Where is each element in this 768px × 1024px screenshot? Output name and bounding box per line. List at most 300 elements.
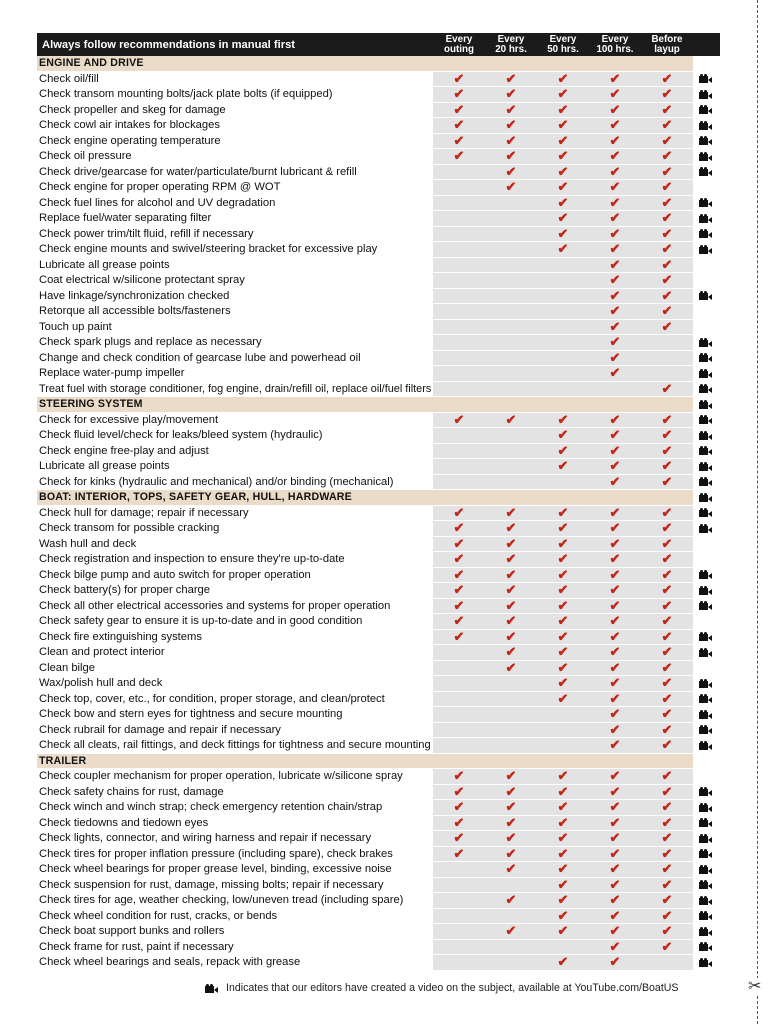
video-cell <box>693 676 720 692</box>
video-camera-icon <box>699 90 712 99</box>
task-cell <box>37 567 433 583</box>
task-label: Check bow and stern eyes for tightness and secure mounting <box>39 708 343 721</box>
video-camera-icon <box>699 198 712 207</box>
empty-cell <box>433 226 485 242</box>
scissors-icon: ✂ <box>748 978 762 995</box>
task-label: Check oil pressure <box>39 150 132 163</box>
check-mark: ✔ <box>589 722 641 738</box>
video-cell <box>693 769 720 785</box>
video-camera-icon <box>699 787 712 796</box>
task-label: Check oil/fill <box>39 72 99 85</box>
video-cell <box>693 304 720 320</box>
check-mark: ✔ <box>641 195 693 211</box>
check-mark: ✔ <box>589 629 641 645</box>
task-label: Check top, cover, etc., for condition, proper storage, and clean/protect <box>39 692 385 705</box>
video-camera-icon <box>699 415 712 424</box>
check-mark: ✔ <box>537 164 589 180</box>
empty-cell <box>537 319 589 335</box>
check-mark: ✔ <box>641 691 693 707</box>
empty-cell <box>641 335 693 351</box>
check-mark: ✔ <box>433 71 485 87</box>
task-cell <box>37 87 433 103</box>
table-row <box>37 242 720 258</box>
task-label: Treat fuel with storage conditioner, fog engine, drain/refill oil, replace oil/fuel filters <box>39 382 432 395</box>
empty-cell <box>485 304 537 320</box>
task-label: Check fuel lines for alcohol and UV degradation <box>39 196 276 209</box>
check-mark: ✔ <box>537 862 589 878</box>
task-cell <box>37 257 433 273</box>
column-header-every-outing: Every outing <box>433 33 485 56</box>
video-camera-icon <box>699 105 712 114</box>
empty-cell <box>485 459 537 475</box>
task-cell <box>37 738 433 754</box>
check-mark: ✔ <box>589 769 641 785</box>
check-mark: ✔ <box>589 226 641 242</box>
check-mark: ✔ <box>641 443 693 459</box>
video-cell <box>693 242 720 258</box>
table-row <box>37 87 720 103</box>
task-cell <box>37 180 433 196</box>
video-camera-icon <box>699 570 712 579</box>
empty-cell <box>641 955 693 971</box>
check-mark: ✔ <box>433 412 485 428</box>
video-cell <box>693 815 720 831</box>
check-mark: ✔ <box>641 800 693 816</box>
check-mark: ✔ <box>537 877 589 893</box>
section-title: BOAT: INTERIOR, TOPS, SAFETY GEAR, HULL, HARDWARE <box>37 490 693 506</box>
check-mark: ✔ <box>485 412 537 428</box>
task-label: Check engine for proper operating RPM @ WOT <box>39 181 281 194</box>
check-mark: ✔ <box>537 598 589 614</box>
column-header-every-100-hrs: Every 100 hrs. <box>589 33 641 56</box>
video-cell <box>693 149 720 165</box>
task-label: Have linkage/synchronization checked <box>39 289 230 302</box>
column-header-every-20-hrs: Every 20 hrs. <box>485 33 537 56</box>
empty-cell <box>433 257 485 273</box>
video-camera-icon <box>699 136 712 145</box>
video-cell <box>693 939 720 955</box>
video-camera-icon <box>699 493 712 502</box>
section-header <box>37 56 720 71</box>
task-label: Check tiedowns and tiedown eyes <box>39 816 209 829</box>
empty-cell <box>433 877 485 893</box>
table-row <box>37 211 720 227</box>
empty-cell <box>433 645 485 661</box>
empty-cell <box>641 366 693 382</box>
task-label: Retorque all accessible bolts/fasteners <box>39 305 231 318</box>
video-cell <box>693 474 720 490</box>
table-body <box>37 56 720 970</box>
table-row <box>37 955 720 971</box>
check-mark: ✔ <box>433 784 485 800</box>
check-mark: ✔ <box>537 908 589 924</box>
check-mark: ✔ <box>537 180 589 196</box>
task-cell <box>37 924 433 940</box>
check-mark: ✔ <box>537 226 589 242</box>
table-row <box>37 133 720 149</box>
empty-cell <box>433 381 485 397</box>
empty-cell <box>433 443 485 459</box>
footer-note <box>205 982 725 994</box>
check-mark: ✔ <box>433 598 485 614</box>
check-mark: ✔ <box>537 211 589 227</box>
task-label: Check wheel bearings for proper grease level, binding, excessive noise <box>39 863 392 876</box>
check-mark: ✔ <box>485 118 537 134</box>
table-row <box>37 149 720 165</box>
check-mark: ✔ <box>641 738 693 754</box>
video-cell <box>693 428 720 444</box>
task-cell <box>37 676 433 692</box>
check-mark: ✔ <box>433 583 485 599</box>
video-camera-icon <box>699 431 712 440</box>
video-cell <box>693 180 720 196</box>
table-row <box>37 815 720 831</box>
check-mark: ✔ <box>485 629 537 645</box>
task-label: Clean and protect interior <box>39 646 165 659</box>
task-cell <box>37 319 433 335</box>
task-label: Check for kinks (hydraulic and mechanical) and/or binding (mechanical) <box>39 475 394 488</box>
check-mark: ✔ <box>641 536 693 552</box>
task-label: Check transom mounting bolts/jack plate bolts (if equipped) <box>39 88 333 101</box>
video-camera-icon <box>699 524 712 533</box>
video-cell <box>693 257 720 273</box>
check-mark: ✔ <box>641 304 693 320</box>
check-mark: ✔ <box>537 769 589 785</box>
video-cell <box>693 614 720 630</box>
check-mark: ✔ <box>433 87 485 103</box>
empty-cell <box>433 707 485 723</box>
task-cell <box>37 71 433 87</box>
task-cell <box>37 862 433 878</box>
table-row <box>37 319 720 335</box>
check-mark: ✔ <box>537 955 589 971</box>
check-mark: ✔ <box>589 149 641 165</box>
check-mark: ✔ <box>589 211 641 227</box>
task-label: Check wheel condition for rust, cracks, or bends <box>39 909 278 922</box>
check-mark: ✔ <box>485 660 537 676</box>
task-label: Check fire extinguishing systems <box>39 630 202 643</box>
check-mark: ✔ <box>537 567 589 583</box>
video-cell <box>693 583 720 599</box>
video-cell <box>693 319 720 335</box>
empty-cell <box>433 862 485 878</box>
maintenance-table <box>37 33 720 971</box>
video-camera-icon <box>699 741 712 750</box>
check-mark: ✔ <box>641 211 693 227</box>
empty-cell <box>485 381 537 397</box>
empty-cell <box>537 273 589 289</box>
check-mark: ✔ <box>641 118 693 134</box>
empty-cell <box>433 908 485 924</box>
check-mark: ✔ <box>589 893 641 909</box>
check-mark: ✔ <box>537 645 589 661</box>
check-mark: ✔ <box>485 71 537 87</box>
task-label: Check fluid level/check for leaks/bleed system (hydraulic) <box>39 429 323 442</box>
maintenance-checklist <box>37 33 720 971</box>
check-mark: ✔ <box>589 459 641 475</box>
check-mark: ✔ <box>641 877 693 893</box>
check-mark: ✔ <box>537 428 589 444</box>
task-cell <box>37 381 433 397</box>
video-camera-icon <box>699 291 712 300</box>
empty-cell <box>485 722 537 738</box>
video-camera-icon <box>699 818 712 827</box>
check-mark: ✔ <box>641 164 693 180</box>
video-camera-icon <box>699 508 712 517</box>
table-row <box>37 552 720 568</box>
empty-cell <box>433 722 485 738</box>
video-cell <box>693 521 720 537</box>
check-mark: ✔ <box>485 102 537 118</box>
table-row <box>37 769 720 785</box>
video-camera-icon <box>699 958 712 967</box>
check-mark: ✔ <box>589 924 641 940</box>
check-mark: ✔ <box>537 629 589 645</box>
check-mark: ✔ <box>537 536 589 552</box>
check-mark: ✔ <box>589 815 641 831</box>
table-row <box>37 335 720 351</box>
check-mark: ✔ <box>589 350 641 366</box>
task-label: Check wheel bearings and seals, repack with grease <box>39 956 301 969</box>
task-label: Check power trim/tilt fluid, refill if necessary <box>39 227 254 240</box>
footer-text: Indicates that our editors have created a video on the subject, available at YouTube.com/BoatUS <box>226 982 679 994</box>
task-label: Check rubrail for damage and repair if necessary <box>39 723 281 736</box>
task-cell <box>37 195 433 211</box>
task-cell <box>37 242 433 258</box>
check-mark: ✔ <box>641 567 693 583</box>
task-label: Lubricate all grease points <box>39 460 170 473</box>
task-label: Coat electrical w/silicone protectant spray <box>39 274 245 287</box>
check-mark: ✔ <box>641 769 693 785</box>
video-camera-icon <box>699 648 712 657</box>
task-label: Check engine free-play and adjust <box>39 444 209 457</box>
video-camera-icon <box>699 384 712 393</box>
check-mark: ✔ <box>641 242 693 258</box>
check-mark: ✔ <box>433 629 485 645</box>
check-mark: ✔ <box>433 118 485 134</box>
task-label: Check safety chains for rust, damage <box>39 785 224 798</box>
video-camera-icon <box>699 586 712 595</box>
check-mark: ✔ <box>641 319 693 335</box>
check-mark: ✔ <box>537 660 589 676</box>
check-mark: ✔ <box>641 707 693 723</box>
empty-cell <box>537 722 589 738</box>
check-mark: ✔ <box>641 133 693 149</box>
empty-cell <box>485 691 537 707</box>
task-cell <box>37 102 433 118</box>
table-row <box>37 521 720 537</box>
check-mark: ✔ <box>589 443 641 459</box>
check-mark: ✔ <box>433 831 485 847</box>
empty-cell <box>485 428 537 444</box>
check-mark: ✔ <box>537 195 589 211</box>
video-cell <box>693 133 720 149</box>
check-mark: ✔ <box>485 924 537 940</box>
check-mark: ✔ <box>589 955 641 971</box>
section-header <box>37 490 720 506</box>
section-header <box>37 397 720 413</box>
check-mark: ✔ <box>641 784 693 800</box>
table-row <box>37 567 720 583</box>
check-mark: ✔ <box>589 428 641 444</box>
empty-cell <box>537 366 589 382</box>
empty-cell <box>485 242 537 258</box>
check-mark: ✔ <box>589 939 641 955</box>
video-camera-icon <box>699 632 712 641</box>
empty-cell <box>485 443 537 459</box>
check-mark: ✔ <box>485 614 537 630</box>
video-cell <box>693 288 720 304</box>
check-mark: ✔ <box>485 552 537 568</box>
task-cell <box>37 800 433 816</box>
check-mark: ✔ <box>589 707 641 723</box>
check-mark: ✔ <box>589 335 641 351</box>
video-cell <box>693 738 720 754</box>
check-mark: ✔ <box>589 180 641 196</box>
table-row <box>37 366 720 382</box>
check-mark: ✔ <box>433 133 485 149</box>
task-label: Check suspension for rust, damage, missing bolts; repair if necessary <box>39 878 384 891</box>
table-row <box>37 102 720 118</box>
check-mark: ✔ <box>433 149 485 165</box>
check-mark: ✔ <box>589 583 641 599</box>
check-mark: ✔ <box>589 257 641 273</box>
check-mark: ✔ <box>537 149 589 165</box>
empty-cell <box>537 939 589 955</box>
video-camera-icon <box>699 601 712 610</box>
video-cell <box>693 164 720 180</box>
check-mark: ✔ <box>537 691 589 707</box>
task-cell <box>37 660 433 676</box>
check-mark: ✔ <box>641 149 693 165</box>
empty-cell <box>433 195 485 211</box>
empty-cell <box>485 676 537 692</box>
check-mark: ✔ <box>433 800 485 816</box>
check-mark: ✔ <box>589 366 641 382</box>
task-label: Check all other electrical accessories and systems for proper operation <box>39 599 391 612</box>
section-title: ENGINE AND DRIVE <box>37 56 693 71</box>
video-camera-icon <box>699 927 712 936</box>
task-cell <box>37 955 433 971</box>
empty-cell <box>485 195 537 211</box>
section-title: TRAILER <box>37 753 693 769</box>
video-cell <box>693 226 720 242</box>
check-mark: ✔ <box>641 226 693 242</box>
check-mark: ✔ <box>433 846 485 862</box>
empty-cell <box>433 924 485 940</box>
task-label: Touch up paint <box>39 320 112 333</box>
check-mark: ✔ <box>589 645 641 661</box>
empty-cell <box>485 474 537 490</box>
table-row <box>37 660 720 676</box>
task-cell <box>37 614 433 630</box>
table-row <box>37 412 720 428</box>
check-mark: ✔ <box>589 102 641 118</box>
check-mark: ✔ <box>589 614 641 630</box>
check-mark: ✔ <box>433 552 485 568</box>
check-mark: ✔ <box>641 552 693 568</box>
empty-cell <box>485 738 537 754</box>
table-row <box>37 877 720 893</box>
table-row <box>37 474 720 490</box>
empty-cell <box>485 226 537 242</box>
empty-cell <box>485 273 537 289</box>
check-mark: ✔ <box>589 521 641 537</box>
task-cell <box>37 908 433 924</box>
empty-cell <box>433 939 485 955</box>
task-label: Wash hull and deck <box>39 537 137 550</box>
table-row <box>37 304 720 320</box>
table-row <box>37 536 720 552</box>
task-cell <box>37 691 433 707</box>
check-mark: ✔ <box>433 521 485 537</box>
task-cell <box>37 769 433 785</box>
check-mark: ✔ <box>485 133 537 149</box>
task-cell <box>37 350 433 366</box>
task-cell <box>37 428 433 444</box>
table-row <box>37 118 720 134</box>
task-cell <box>37 939 433 955</box>
check-mark: ✔ <box>641 831 693 847</box>
check-mark: ✔ <box>485 784 537 800</box>
task-cell <box>37 133 433 149</box>
check-mark: ✔ <box>641 924 693 940</box>
check-mark: ✔ <box>589 738 641 754</box>
table-row <box>37 505 720 521</box>
check-mark: ✔ <box>589 319 641 335</box>
video-cell <box>693 598 720 614</box>
video-camera-icon <box>699 725 712 734</box>
section-header <box>37 753 720 769</box>
check-mark: ✔ <box>537 412 589 428</box>
task-cell <box>37 815 433 831</box>
task-cell <box>37 226 433 242</box>
check-mark: ✔ <box>433 102 485 118</box>
check-mark: ✔ <box>641 180 693 196</box>
table-row <box>37 738 720 754</box>
check-mark: ✔ <box>641 893 693 909</box>
video-camera-icon <box>205 984 218 993</box>
check-mark: ✔ <box>589 242 641 258</box>
check-mark: ✔ <box>537 133 589 149</box>
check-mark: ✔ <box>589 877 641 893</box>
empty-cell <box>433 288 485 304</box>
check-mark: ✔ <box>537 784 589 800</box>
video-cell <box>693 102 720 118</box>
video-camera-icon <box>699 849 712 858</box>
empty-cell <box>485 707 537 723</box>
column-header-video <box>693 33 720 56</box>
check-mark: ✔ <box>641 474 693 490</box>
check-mark: ✔ <box>537 521 589 537</box>
empty-cell <box>537 707 589 723</box>
check-mark: ✔ <box>641 583 693 599</box>
task-label: Check coupler mechanism for proper operation, lubricate w/silicone spray <box>39 770 403 783</box>
task-label: Check frame for rust, paint if necessary <box>39 940 234 953</box>
task-label: Change and check condition of gearcase lube and powerhead oil <box>39 351 361 364</box>
table-row <box>37 459 720 475</box>
check-mark: ✔ <box>641 381 693 397</box>
check-mark: ✔ <box>485 846 537 862</box>
task-label: Check engine mounts and swivel/steering bracket for excessive play <box>39 243 378 256</box>
task-cell <box>37 629 433 645</box>
empty-cell <box>433 474 485 490</box>
empty-cell <box>433 366 485 382</box>
check-mark: ✔ <box>641 288 693 304</box>
empty-cell <box>485 288 537 304</box>
check-mark: ✔ <box>485 583 537 599</box>
task-label: Check bilge pump and auto switch for proper operation <box>39 568 311 581</box>
